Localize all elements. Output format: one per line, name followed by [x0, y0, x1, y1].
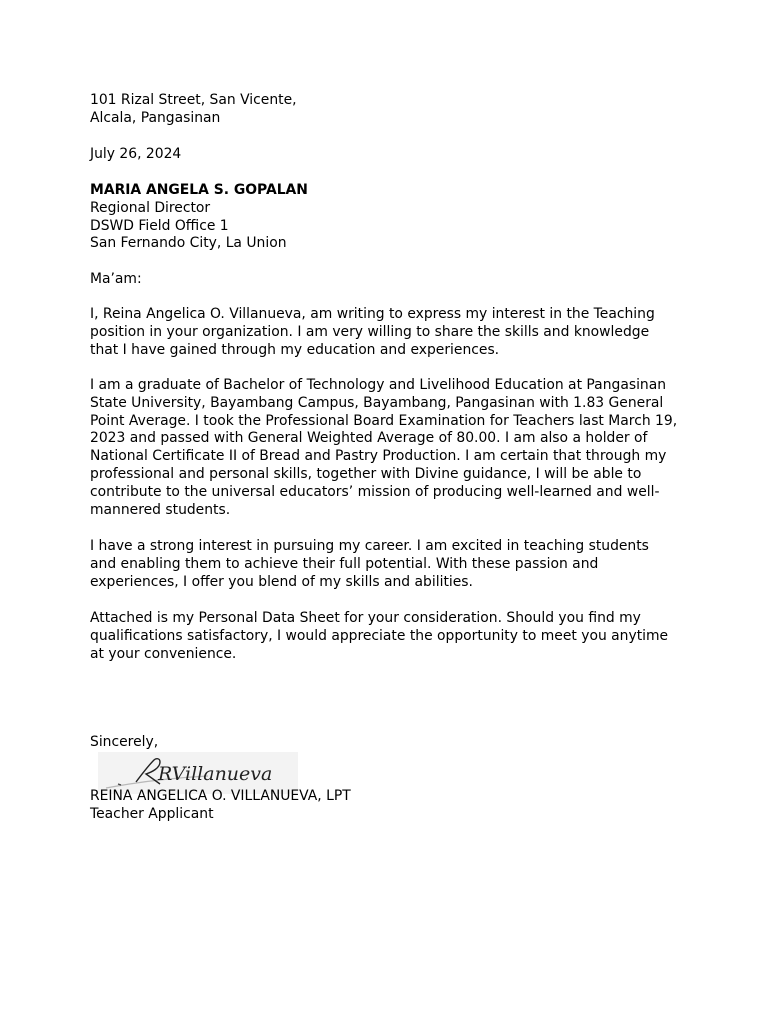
signatory-title: Teacher Applicant [90, 805, 214, 822]
paragraph-text: Attached is my Personal Data Sheet for your consideration. Should you find my qualifications satisfactory, I would appreciate the opportunity to meet you anytime at your convenience. [90, 610, 669, 662]
body-paragraph-3 [90, 538, 690, 591]
recipient-location: San Fernando City, La Union [90, 235, 287, 252]
recipient-block [90, 182, 690, 253]
salutation [90, 271, 690, 289]
signatory-name: REINA ANGELICA O. VILLANUEVA, LPT [90, 788, 351, 804]
recipient-name: MARIA ANGELA S. GOPALAN [90, 182, 308, 198]
paragraph-text: I have a strong interest in pursuing my career. I am excited in teaching students and enabling them to achieve their full potential. With these passion and experiences, I offer you blend of my skills and abilities. [90, 538, 649, 590]
salutation-text: Ma’am: [90, 271, 142, 287]
sender-address [90, 92, 690, 128]
closing [90, 734, 690, 752]
paragraph-text: I, Reina Angelica O. Villanueva, am writing to express my interest in the Teaching position in your organization. I am very willing to share the skills and knowledge that I have gained through my education and experiences. [90, 306, 655, 358]
body-paragraph-4 [90, 610, 690, 663]
body-paragraph-2 [90, 377, 690, 519]
paragraph-text: I am a graduate of Bachelor of Technology and Livelihood Education at Pangasinan State University, Bayambang Campus, Bayambang, Pangasinan with 1.83 General Point Average. I took the Professional Board Examination for Teachers last March 19, 2023 and passed with General Weighted Average of 80.00. I am also a holder of National Certificate II of Bread and Pastry Production. I am certain that through my professional and personal skills, together with Divine guidance, I will be able to contribute to the universal educators’ mission of producing well-learned and well-mannered students. [90, 377, 678, 518]
signatory-block [90, 788, 690, 824]
date-text: July 26, 2024 [90, 146, 182, 162]
sender-address-line-1: 101 Rizal Street, San Vicente, [90, 92, 297, 108]
body-paragraph-1 [90, 306, 690, 359]
signature-text: RVillanueva [158, 763, 273, 785]
letter-date [90, 146, 690, 164]
recipient-title: Regional Director [90, 199, 211, 216]
sender-address-line-2: Alcala, Pangasinan [90, 109, 221, 126]
recipient-office: DSWD Field Office 1 [90, 217, 229, 234]
closing-text: Sincerely, [90, 734, 159, 750]
